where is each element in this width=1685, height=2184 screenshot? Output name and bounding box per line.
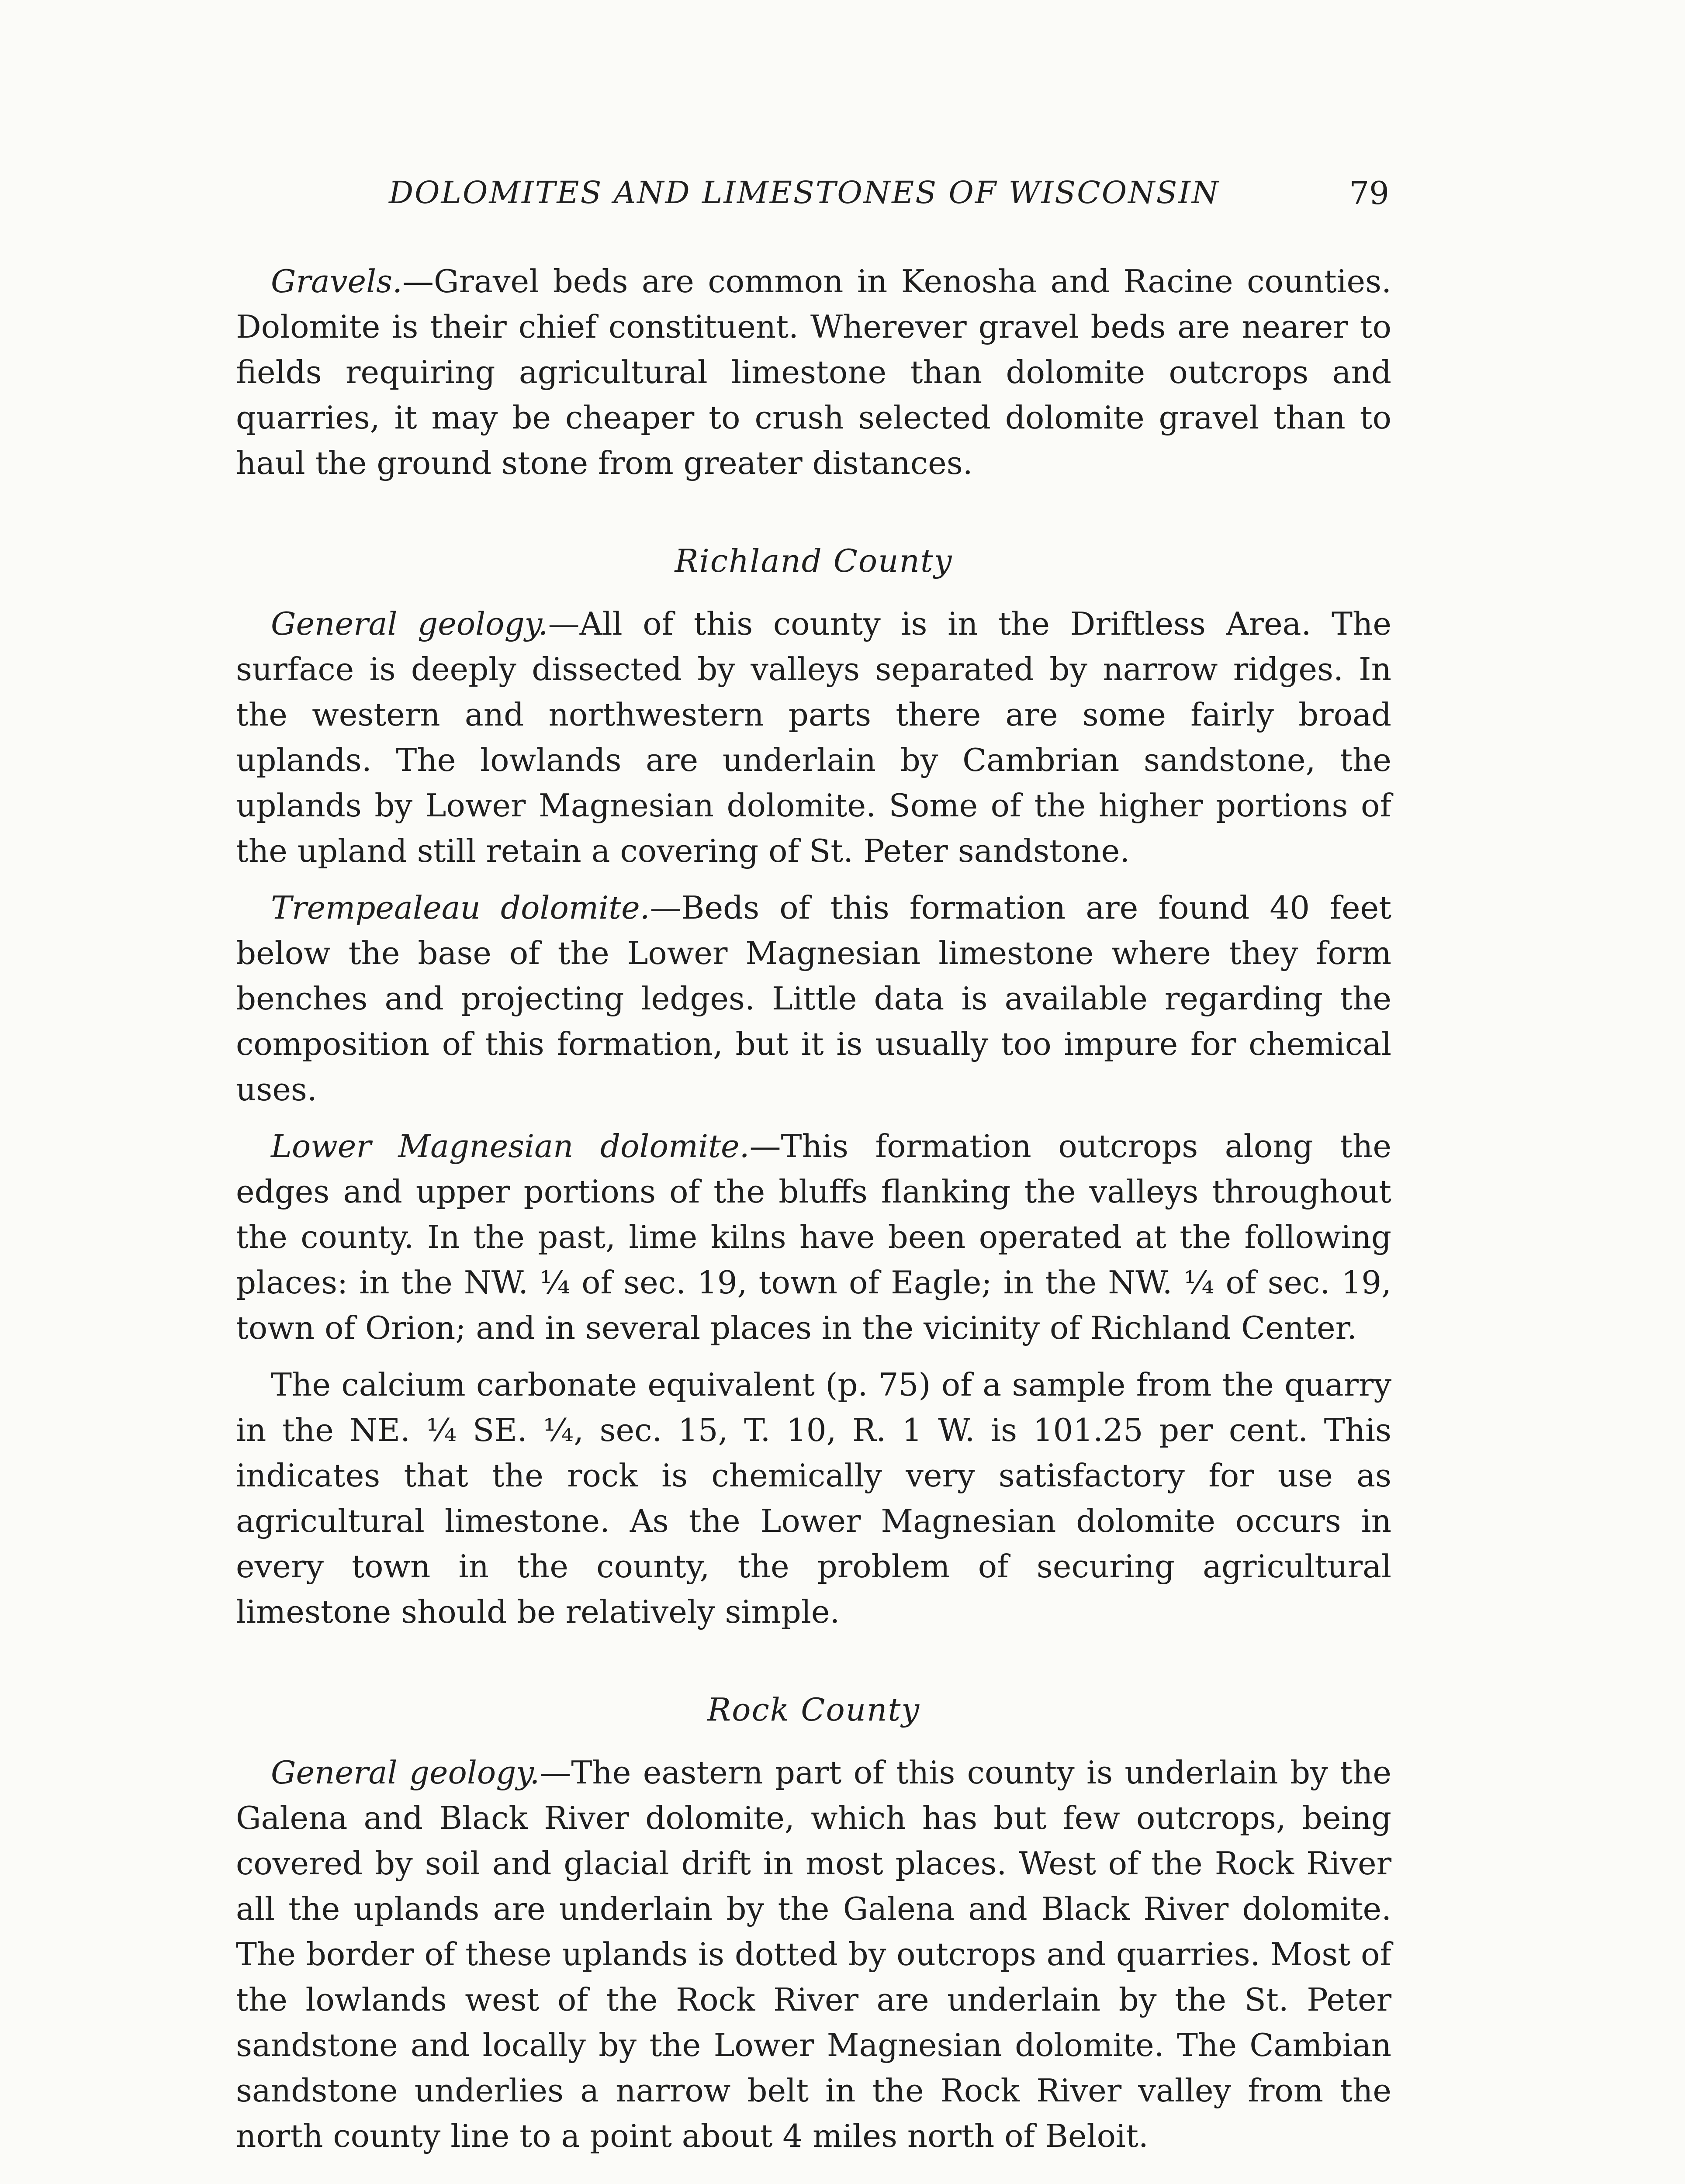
rock-general-text: —The eastern part of this county is underlain by the Galena and Black River dolomite, which has but few outcrops, being covered by soil and glacial drift in most places. West of the Rock River all the uplands are underlain by the Galena and Black River dolomite. The border of these uplands is dotted by outcrops and quarries. Most of the lowlands west of the Rock River are underlain by the St. Peter sandstone and locally by the Lower Magnesian dolomite. The Cambian sandstone underlies a narrow belt in the Rock River valley from the north county line to a point about 4 miles north of Beloit. xyxy=(236,1754,1391,2154)
gravels-text: —Gravel beds are common in Kenosha and Racine counties. Dolomite is their chief constituent. Wherever gravel beds are nearer to fields requiring agricultural limestone than dolomite outcrops and quarries, it may be cheaper to crush selected dolomite gravel than to haul the ground stone from greater distances. xyxy=(236,263,1391,481)
richland-general-lead: General geology. xyxy=(271,605,548,642)
richland-general-text: —All of this county is in the Driftless Area. The surface is deeply dissected by valleys separated by narrow ridges. In the western and northwestern parts there are some fairly broad uplands. The lowlands are underlain by Cambrian sandstone, the uplands by Lower Magnesian dolomite. Some of the higher portions of the upland still retain a covering of St. Peter sandstone. xyxy=(236,605,1392,869)
paragraph-rock-general-geology xyxy=(236,1750,1391,2159)
gravels-lead: Gravels. xyxy=(271,263,403,300)
running-header xyxy=(389,175,1389,227)
running-title: DOLOMITES AND LIMESTONES OF WISCONSIN xyxy=(389,175,1220,211)
rock-general-lead: General geology. xyxy=(271,1754,540,1791)
trempealeau-text: —Beds of this formation are found 40 feet below the base of the Lower Magnesian limestone where they form benches and projecting ledges. Little data is available regarding the composition of this formation, but it is usually too impure for chemical uses. xyxy=(236,889,1392,1108)
paragraph-lower-magnesian-dolomite xyxy=(236,1123,1391,1351)
paragraph-trempealeau-dolomite xyxy=(236,885,1391,1112)
trempealeau-lead: Trempealeau dolomite. xyxy=(271,889,650,926)
section-heading-richland: Richland County xyxy=(675,543,953,579)
section-heading-rock: Rock County xyxy=(707,1691,920,1728)
page-content xyxy=(236,259,1391,2170)
lower-magnesian-text: —This formation outcrops along the edges and upper portions of the bluffs flanking the valleys throughout the county. In the past, lime kilns have been operated at the following places: in the NW. ¼ of sec. 19, town of Eagle; in the NW. ¼ of sec. 19, town of Orion; and in several places in the vicinity of Richland Center. xyxy=(236,1128,1392,1346)
paragraph-richland-general-geology xyxy=(236,601,1391,874)
lower-magnesian-lead: Lower Magnesian dolomite. xyxy=(271,1128,750,1165)
page-number: 79 xyxy=(1349,175,1389,211)
paragraph-gravels xyxy=(236,259,1391,486)
paragraph-calcium-carbonate: The calcium carbonate equivalent (p. 75) of a sample from the quarry in the NE. ¼ SE. ¼, sec. 15, T. 10, R. 1 W. is 101.25 per cent. This indicates that the rock is chemically very satisfactory for use as agricultural limestone. As the Lower Magnesian dolomite occurs in every town in the county, the problem of securing agricultural limestone should be relatively simple. xyxy=(236,1366,1391,1630)
